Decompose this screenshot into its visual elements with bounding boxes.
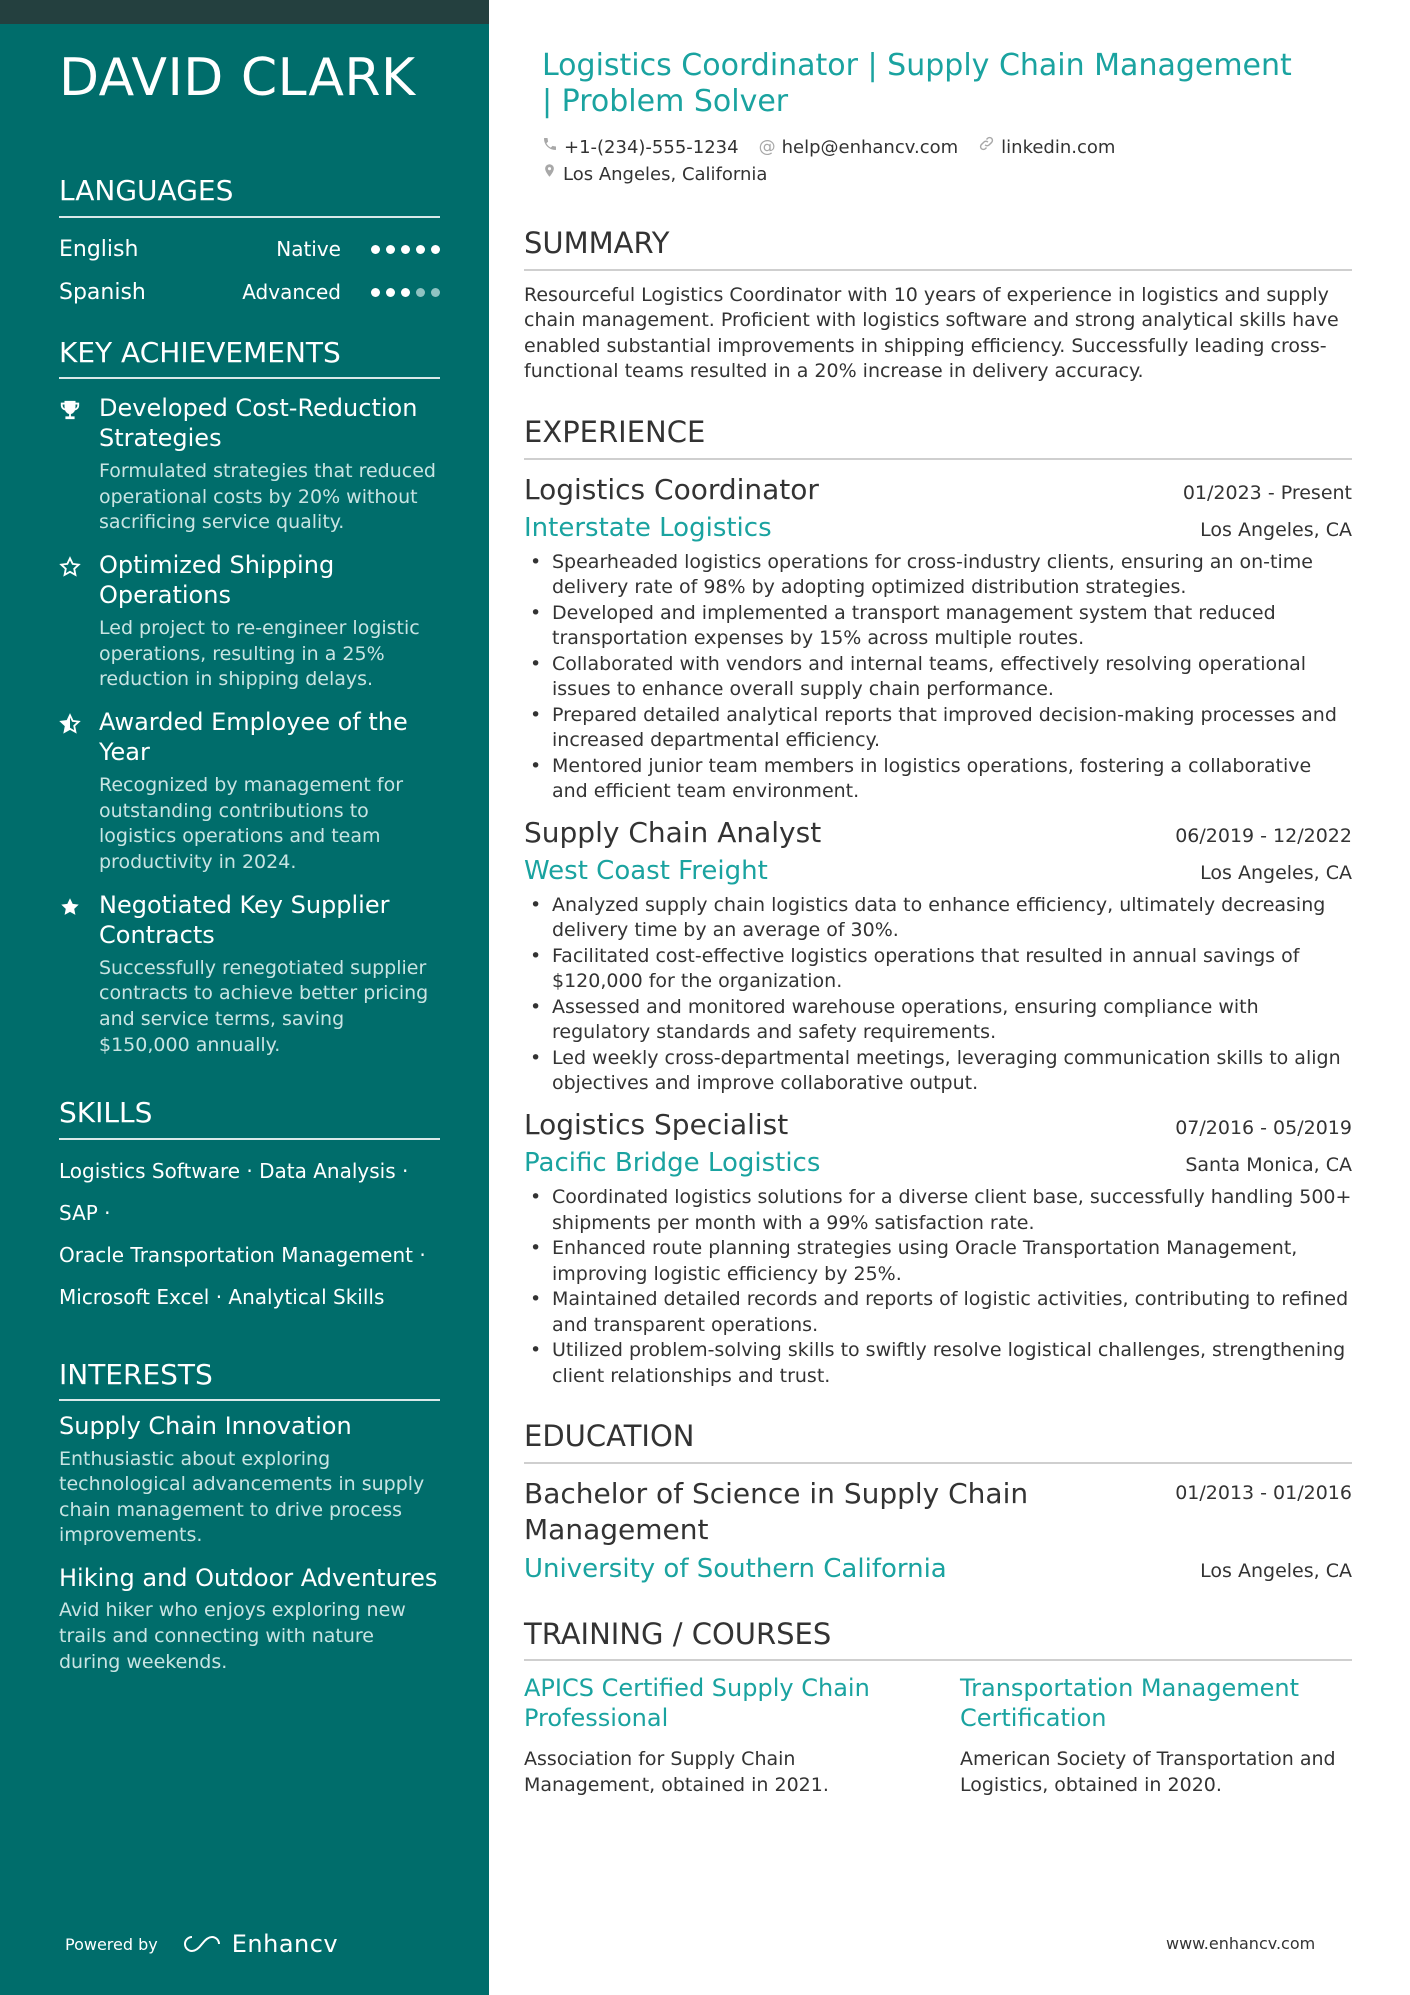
rating-dot xyxy=(416,245,425,254)
company-name: Pacific Bridge Logistics xyxy=(524,1148,821,1179)
star-outline-icon xyxy=(59,550,99,693)
enhancv-logo-icon xyxy=(180,1933,224,1955)
enhancv-logo[interactable] xyxy=(180,1930,338,1958)
skills-line: SAP · xyxy=(59,1200,111,1225)
job-entry xyxy=(524,472,1352,805)
powered-by-label: Powered by xyxy=(65,1934,158,1954)
job-title: Logistics Coordinator xyxy=(524,472,819,506)
linkedin-contact[interactable] xyxy=(978,134,1115,161)
skills-line: Logistics Software · Data Analysis · xyxy=(59,1158,409,1183)
company-name: West Coast Freight xyxy=(524,856,768,887)
job-bullets xyxy=(524,1185,1352,1389)
rating-dot xyxy=(371,288,380,297)
job-bullet: • Maintained detailed records and reports of logistic activities, contributing to refined and transparent operations. xyxy=(524,1287,1352,1338)
interest-desc: Avid hiker who enjoys exploring new trails and connecting with nature during weekends. xyxy=(59,1599,406,1673)
languages-section xyxy=(59,174,440,314)
location-pin-icon xyxy=(542,161,557,188)
achievement-title: Awarded Employee of the Year xyxy=(99,708,408,767)
headline: Logistics Coordinator | Supply Chain Management | Problem Solver xyxy=(542,48,1292,119)
job-bullet: • Collaborated with vendors and internal teams, effectively resolving operational issues to enhance overall supply chain performance. xyxy=(524,652,1352,703)
job-bullet: • Assessed and monitored warehouse operations, ensuring compliance with regulatory standards and safety requirements. xyxy=(524,995,1352,1046)
course-item xyxy=(524,1673,916,1798)
job-location: Los Angeles, CA xyxy=(1200,518,1352,541)
language-item xyxy=(59,228,440,271)
contact-info xyxy=(524,134,1352,188)
phone-text: +1-(234)-555-1234 xyxy=(564,137,739,158)
powered-by xyxy=(65,1930,338,1958)
phone-icon xyxy=(542,134,558,161)
language-rating xyxy=(371,288,440,297)
email-contact[interactable] xyxy=(759,134,959,161)
job-bullet: • Developed and implemented a transport management system that reduced transportation expenses by 15% across multiple routes. xyxy=(524,601,1352,652)
skills-line: Oracle Transportation Management · xyxy=(59,1242,426,1267)
achievement-title: Negotiated Key Supplier Contracts xyxy=(99,890,390,949)
language-rating xyxy=(371,245,440,254)
candidate-name: DAVID CLARK xyxy=(59,48,416,108)
job-entry xyxy=(524,815,1352,1097)
interest-title: Hiking and Outdoor Adventures xyxy=(59,1564,438,1593)
main-content xyxy=(524,48,1352,1798)
languages-heading: LANGUAGES xyxy=(59,174,440,218)
experience-heading: EXPERIENCE xyxy=(524,415,1352,460)
job-bullet: • Enhanced route planning strategies using Oracle Transportation Management, improving logistic efficiency by 25%. xyxy=(524,1236,1352,1287)
school-name: University of Southern California xyxy=(524,1553,947,1584)
rating-dot xyxy=(416,288,425,297)
enhancv-brand-name: Enhancv xyxy=(231,1930,339,1958)
interest-desc: Enthusiastic about exploring technological advancements in supply chain management to drive process improvements. xyxy=(59,1447,425,1547)
education-dates: 01/2013 - 01/2016 xyxy=(1175,1481,1352,1504)
job-bullets xyxy=(524,550,1352,805)
achievement-item xyxy=(59,890,440,1059)
language-name: Spanish xyxy=(59,279,146,305)
job-bullet: • Utilized problem-solving skills to swiftly resolve logistical challenges, strengthening client relationships and trust. xyxy=(524,1338,1352,1389)
star-half-icon xyxy=(59,707,99,876)
job-location: Santa Monica, CA xyxy=(1185,1154,1352,1177)
at-icon: @ xyxy=(758,137,776,157)
summary-heading: SUMMARY xyxy=(524,226,1352,271)
location-contact xyxy=(542,161,767,188)
language-name: English xyxy=(59,236,139,262)
achievement-item xyxy=(59,393,440,536)
skills-section xyxy=(59,1096,440,1318)
interests-heading: INTERESTS xyxy=(59,1358,440,1402)
achievement-item xyxy=(59,550,440,693)
achievement-desc: Successfully renegotiated supplier contracts to achieve better pricing and service terms, saving $150,000 annually. xyxy=(99,956,429,1056)
skills-heading: SKILLS xyxy=(59,1096,440,1140)
job-bullet: • Led weekly cross-departmental meetings, leveraging communication skills to align objectives and improve collaborative output. xyxy=(524,1046,1352,1097)
site-url[interactable]: www.enhancv.com xyxy=(1166,1934,1316,1953)
education-section xyxy=(524,1419,1352,1586)
language-level: Native xyxy=(276,237,341,262)
company-name: Interstate Logistics xyxy=(524,512,772,543)
achievements-heading: KEY ACHIEVEMENTS xyxy=(59,336,440,380)
course-desc: Association for Supply Chain Management, obtained in 2021. xyxy=(524,1748,829,1796)
rating-dot xyxy=(386,288,395,297)
sidebar xyxy=(0,0,489,1995)
job-bullet: • Analyzed supply chain logistics data to enhance efficiency, ultimately decreasing delivery time by an average of 30%. xyxy=(524,893,1352,944)
education-location: Los Angeles, CA xyxy=(1200,1559,1352,1582)
rating-dot xyxy=(431,245,440,254)
language-item xyxy=(59,271,440,314)
job-bullet: • Facilitated cost-effective logistics operations that resulted in annual savings of $120,000 for the organization. xyxy=(524,944,1352,995)
job-bullet: • Mentored junior team members in logistics operations, fostering a collaborative and efficient team environment. xyxy=(524,754,1352,805)
achievement-desc: Recognized by management for outstanding contributions to logistics operations and team productivity in 2024. xyxy=(99,774,404,873)
job-bullet: • Spearheaded logistics operations for cross-industry clients, ensuring an on-time delivery rate of 98% by adopting optimized distribution strategies. xyxy=(524,550,1352,601)
achievements-section xyxy=(59,336,440,1059)
achievement-title: Developed Cost-Reduction Strategies xyxy=(99,394,418,453)
achievement-title: Optimized Shipping Operations xyxy=(99,551,335,610)
achievement-desc: Formulated strategies that reduced operational costs by 20% without sacrificing service quality. xyxy=(99,460,436,534)
phone-contact[interactable] xyxy=(542,134,739,161)
job-bullet: • Prepared detailed analytical reports that improved decision-making processes and increased departmental efficiency. xyxy=(524,703,1352,754)
education-heading: EDUCATION xyxy=(524,1419,1352,1464)
language-level: Advanced xyxy=(242,280,341,305)
course-title: Transportation Management Certification xyxy=(960,1674,1300,1733)
location-text: Los Angeles, California xyxy=(563,164,768,185)
degree-title: Bachelor of Science in Supply Chain Management xyxy=(524,1476,1029,1547)
trophy-icon xyxy=(59,393,99,536)
job-title: Supply Chain Analyst xyxy=(524,815,822,849)
link-icon xyxy=(978,134,995,161)
job-dates: 07/2016 - 05/2019 xyxy=(1175,1116,1352,1139)
email-text: help@enhancv.com xyxy=(781,137,959,158)
interests-section xyxy=(59,1358,440,1675)
job-entry xyxy=(524,1107,1352,1389)
job-bullet: • Coordinated logistics solutions for a diverse client base, successfully handling 500+ shipments per month with a 99% satisfaction rate. xyxy=(524,1185,1352,1236)
course-item xyxy=(960,1673,1352,1798)
job-dates: 06/2019 - 12/2022 xyxy=(1175,824,1352,847)
experience-section xyxy=(524,415,1352,1389)
achievement-desc: Led project to re-engineer logistic operations, resulting in a 25% reduction in shipping delays. xyxy=(99,617,420,691)
job-bullets xyxy=(524,893,1352,1097)
course-title: APICS Certified Supply Chain Professional xyxy=(524,1674,870,1733)
rating-dot xyxy=(401,288,410,297)
job-title: Logistics Specialist xyxy=(524,1107,789,1141)
sidebar-top-bar xyxy=(0,0,489,24)
rating-dot xyxy=(431,288,440,297)
training-section xyxy=(524,1617,1352,1799)
summary-section xyxy=(524,226,1352,385)
training-heading: TRAINING / COURSES xyxy=(524,1617,1352,1662)
summary-text: Resourceful Logistics Coordinator with 10 years of experience in logistics and supply chain management. Proficient with logistics software and strong analytical skills have enabled substantial improvements in shipping efficiency. Successfully leading cross-functional teams resulted in a 20% increase in delivery accuracy. xyxy=(524,283,1339,383)
linkedin-text: linkedin.com xyxy=(1001,137,1116,158)
rating-dot xyxy=(386,245,395,254)
course-desc: American Society of Transportation and Logistics, obtained in 2020. xyxy=(960,1748,1336,1796)
job-dates: 01/2023 - Present xyxy=(1182,481,1352,504)
skills-line: Microsoft Excel · Analytical Skills xyxy=(59,1284,385,1309)
achievement-item xyxy=(59,707,440,876)
star-filled-icon xyxy=(59,890,99,1059)
rating-dot xyxy=(401,245,410,254)
rating-dot xyxy=(371,245,380,254)
job-location: Los Angeles, CA xyxy=(1200,862,1352,885)
interest-title: Supply Chain Innovation xyxy=(59,1412,352,1441)
skills-list xyxy=(59,1150,440,1318)
